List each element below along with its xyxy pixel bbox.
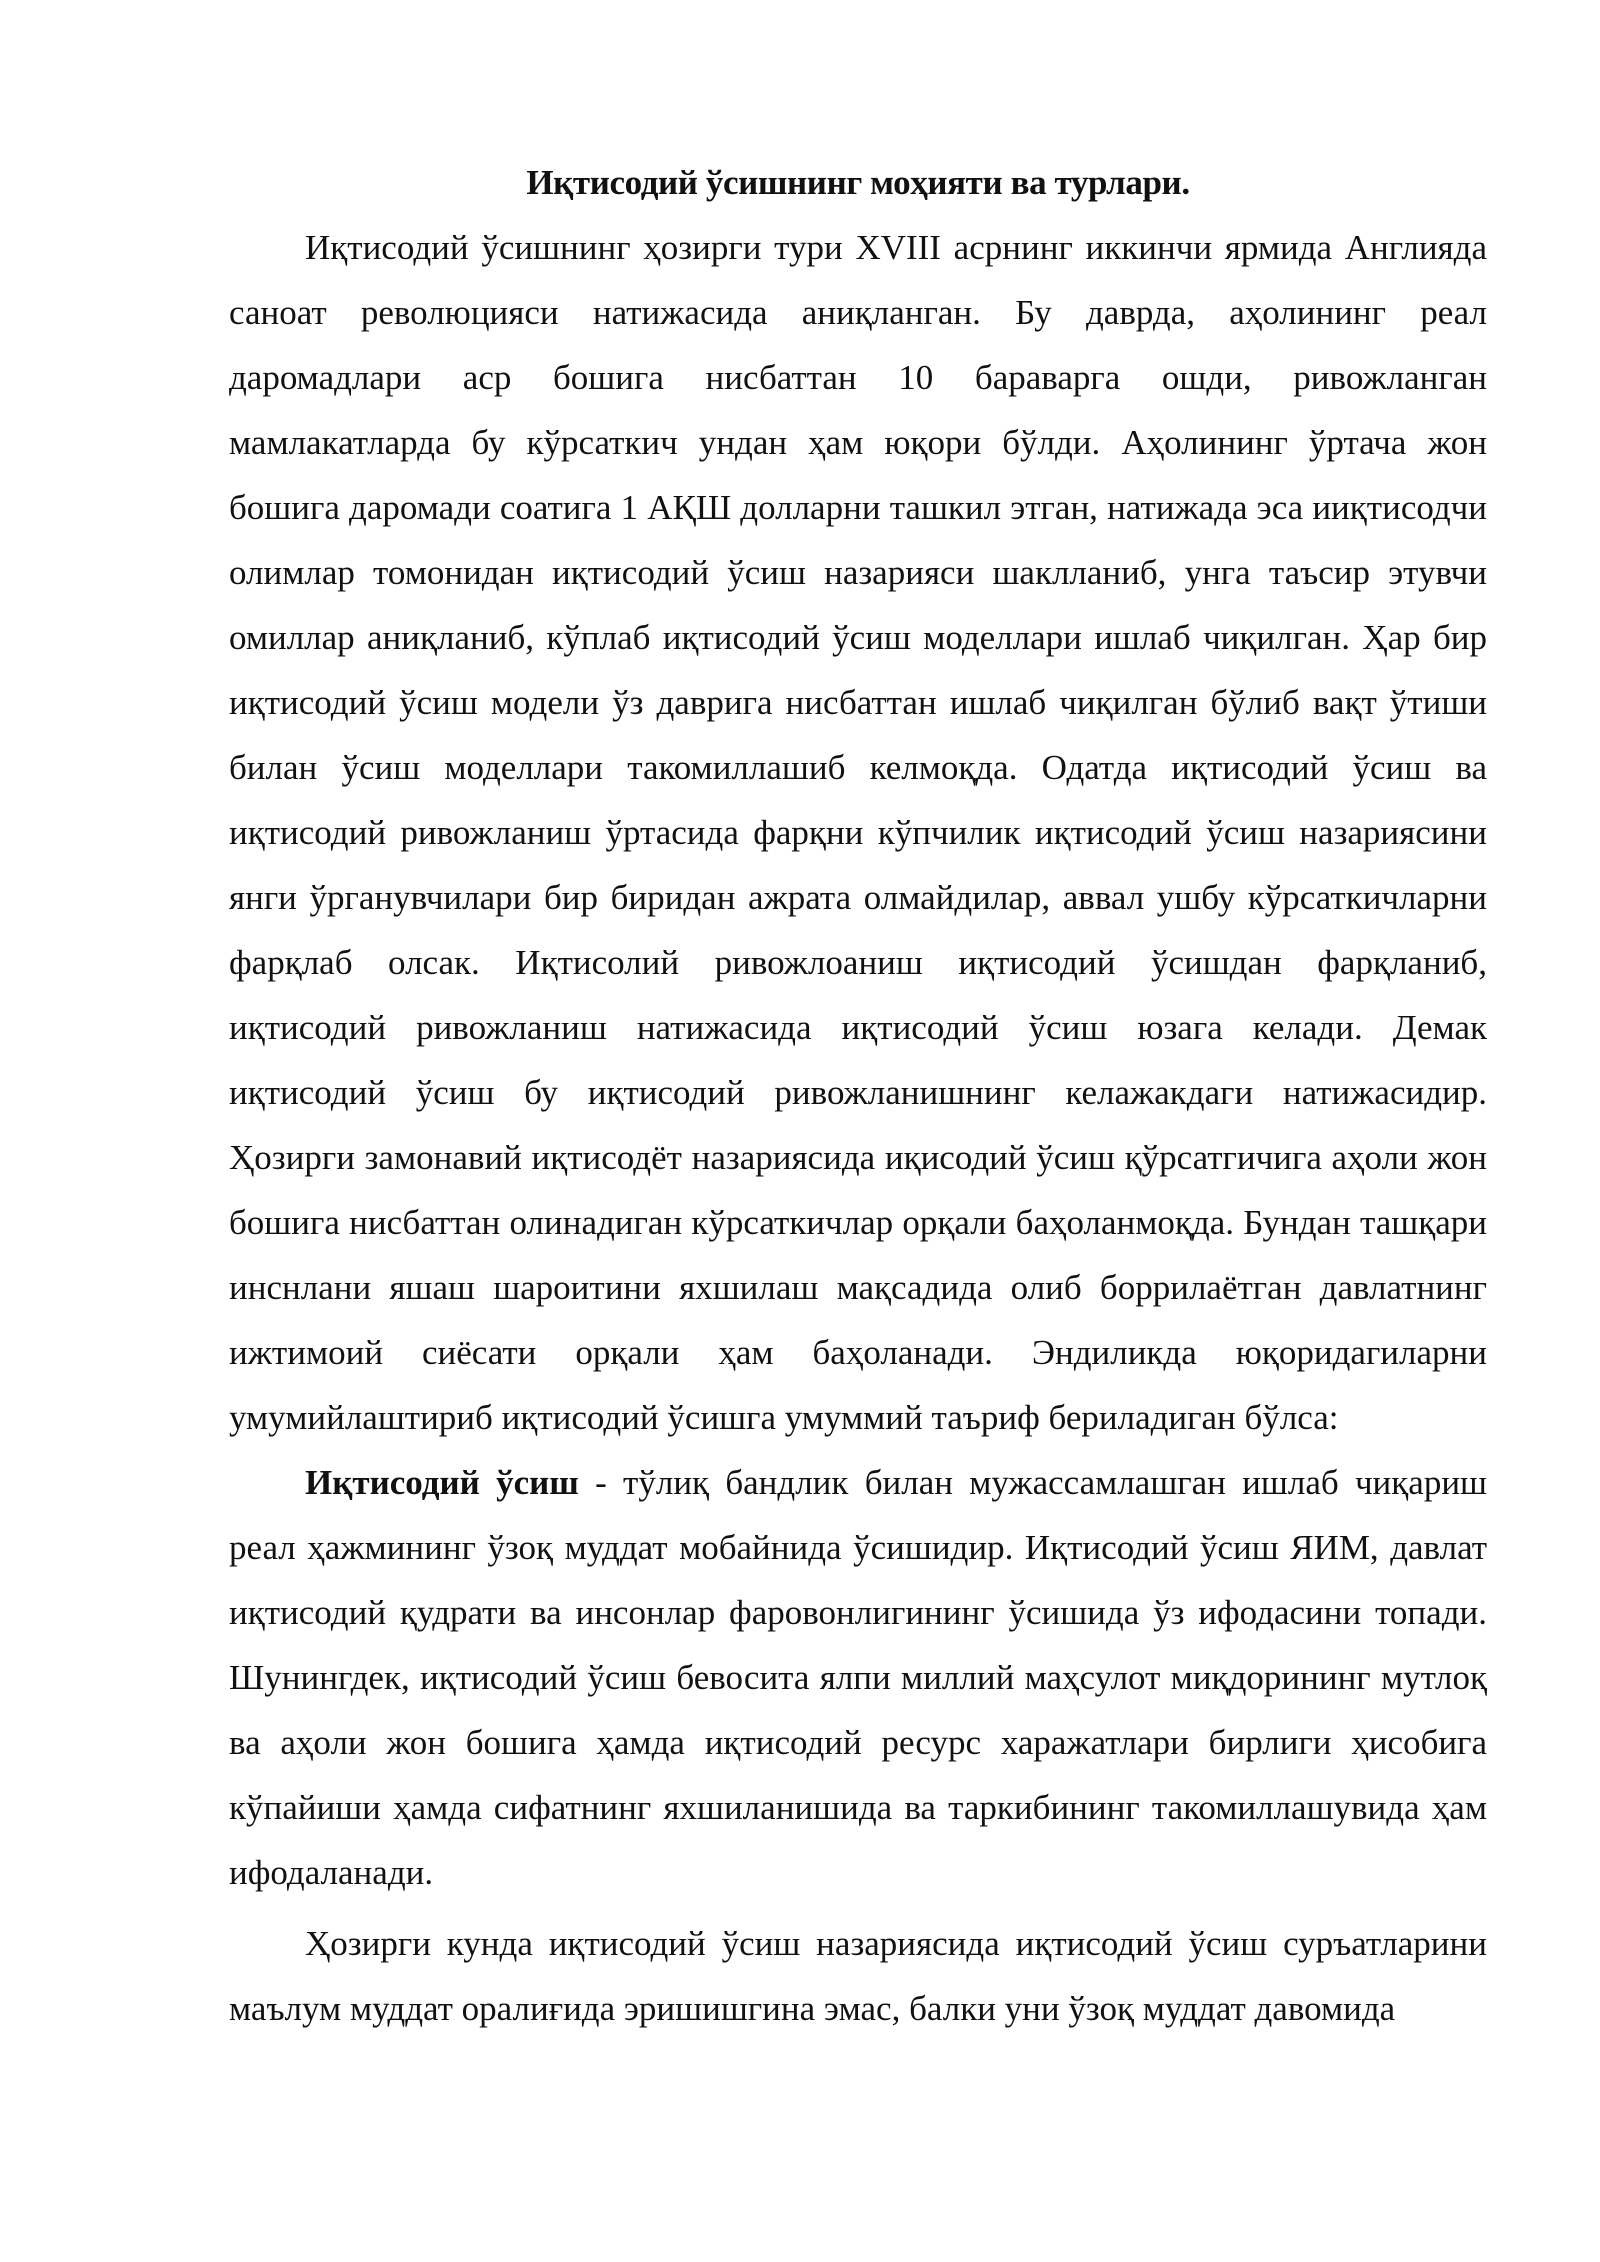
- document-title: Иқтисодий ўсишнинг моҳияти ва турлари.: [526, 163, 1190, 202]
- document-body: [229, 150, 1487, 2041]
- paragraph-2: [229, 1450, 1487, 1905]
- paragraph-1: Иқтисодий ўсишнинг ҳозирги тури XVIII асрнинг иккинчи ярмида Англияда саноат революцияси натижасида аниқланган. Бу даврда, аҳолининг реал даромадлари аср бошига нисбаттан 10 бараварга ошди, ривожланган мамлакатларда бу кўрсаткич ундан ҳам юқори бўлди. Аҳолининг ўртача жон бошига даромади соатига 1 АҚШ долларни ташкил этган, натижада эса ииқтисодчи олимлар томонидан иқтисодий ўсиш назарияси шаклланиб, унга таъсир этувчи омиллар аниқланиб, кўплаб иқтисодий ўсиш моделлари ишлаб чиқилган. Ҳар бир иқтисодий ўсиш модели ўз даврига нисбаттан ишлаб чиқилган бўлиб вақт ўтиши билан ўсиш моделлари такомиллашиб келмоқда. Одатда иқтисодий ўсиш ва иқтисодий ривожланиш ўртасида фарқни кўпчилик иқтисодий ўсиш назариясини янги ўрганувчилари бир биридан ажрата олмайдилар, аввал ушбу кўрсаткичларни фарқлаб олсак. Иқтисолий ривожлоаниш иқтисодий ўсишдан фарқланиб, иқтисодий ривожланиш натижасида иқтисодий ўсиш юзага келади. Демак иқтисодий ўсиш бу иқтисодий ривожланишнинг келажакдаги натижасидир. Ҳозирги замонавий иқтисодёт назариясида иқисодий ўсиш қўрсатгичига аҳоли жон бошига нисбаттан олинадиган кўрсаткичлар орқали баҳоланмоқда. Бундан ташқари инснлани яшаш шароитини яхшилаш мақсадида олиб боррилаётган давлатнинг ижтимоий сиёсати орқали ҳам баҳоланади. Эндиликда юқоридагиларни умумийлаштириб иқтисодий ўсишга умуммий таъриф бериладиган бўлса:: [229, 228, 1487, 1437]
- term-definition-heading: Иқтисодий ўсиш: [305, 1463, 579, 1502]
- paragraph-2-text: - тўлиқ бандлик билан мужассамлашган ишлаб чиқариш реал ҳажмининг ўзоқ муддат мобайнида ўсишидир. Иқтисодий ўсиш ЯИМ, давлат иқтисодий қудрати ва инсонлар фаровонлигининг ўсишида ўз ифодасини топади. Шунингдек, иқтисодий ўсиш бевосита ялпи миллий маҳсулот миқдорининг мутлоқ ва аҳоли жон бошига ҳамда иқтисодий ресурс харажатлари бирлиги ҳисобига кўпайиши ҳамда сифатнинг яхшиланишида ва таркибининг такомиллашувида ҳам ифодаланади.: [229, 1463, 1487, 1892]
- paragraph-3: Ҳозирги кунда иқтисодий ўсиш назариясида иқтисодий ўсиш суръатларини маълум муддат оралиғида эришишгина эмас, балки уни ўзоқ муддат давомида: [229, 1924, 1487, 2028]
